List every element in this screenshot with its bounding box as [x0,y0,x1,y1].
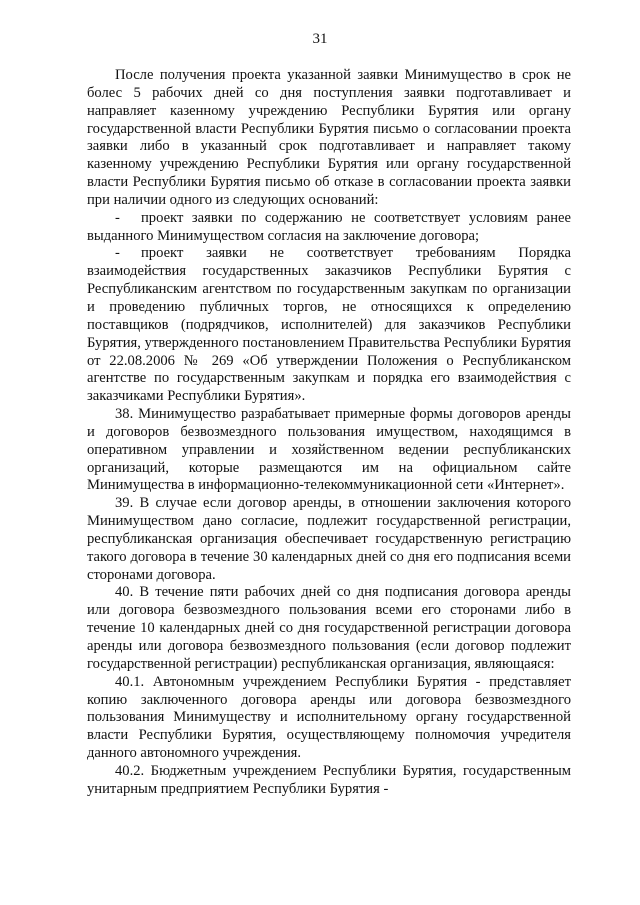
clause-40-1: 40.1. Автономным учреждением Республики Бурятия - представляет копию заключенного договора аренды или договора безвозмездного пользования Минимуществу и исполнительному органу государственной власти Республики Бурятия, осуществляющему полномочия учредителя данного автономного учреждения. [87,673,571,762]
dash-marker: - [115,245,120,262]
clause-40-2: 40.2. Бюджетным учреждением Республики Бурятия, государственным унитарным предприятием Республики Бурятия - [87,762,571,797]
clause-40: 40. В течение пяти рабочих дней со дня подписания договора аренды или договора безвозмездного пользования всеми его сторонами либо в течение 10 календарных дней со дня государственной регистрации договора аренды или договора безвозмездного пользования (если договор подлежит государственной регистрации) республиканская организация, являющаяся: [87,584,571,672]
page-number: 31 [312,31,328,47]
dash-item-text: проект заявки не соответствует требованиям Порядка взаимодействия государственных заказчиков Республики Бурятия с Республиканским агентством по государственным закупкам по организации и проведению публичных торгов, не относящихся к определению поставщиков (подрядчиков, исполнителей) для заказчиков Республики Бурятия, утвержденного постановлением Правительства Республики Бурятия от 22.08.2006 № 269 «Об утверждении Положения о Республиканском агентстве по государственным закупкам и порядка его взаимодействия с заказчиками Республики Бурятия». [87,245,571,405]
clause-39: 39. В случае если договор аренды, в отношении заключения которого Минимуществом дано согласие, подлежит государственной регистрации, республиканская организация обеспечивает государственную регистрацию такого договора в течение 30 календарных дней со дня его подписания всеми сторонами договора. [87,495,571,583]
dash-item-2 [87,245,571,406]
dash-marker: - [115,209,120,226]
dash-item-1 [87,210,571,246]
document-body [87,67,571,799]
clause-38: 38. Минимущество разрабатывает примерные формы договоров аренды и договоров безвозмездного пользования имуществом, находящимся в оперативном управлении и хозяйственном ведении республиканских организаций, которые размещаются им на официальном сайте Минимущества в информационно-телекоммуникационной сети «Интернет». [87,406,571,494]
paragraph-intro: После получения проекта указанной заявки Минимущество в срок не болес 5 рабочих дней со дня поступления заявки подготавливает и направляет казенному учреждению Республики Бурятия или органу государственной власти Республики Бурятия письмо о согласовании проекта заявки либо в указанный срок подготавливает и направляет такому казенному учреждению Республики Бурятия или органу государственной власти Республики Бурятия письмо об отказе в согласовании проекта заявки при наличии одного из следующих оснований: [87,67,571,208]
dash-item-text: проект заявки по содержанию не соответствует условиям ранее выданного Минимуществом согласия на заключение договора; [87,209,571,244]
